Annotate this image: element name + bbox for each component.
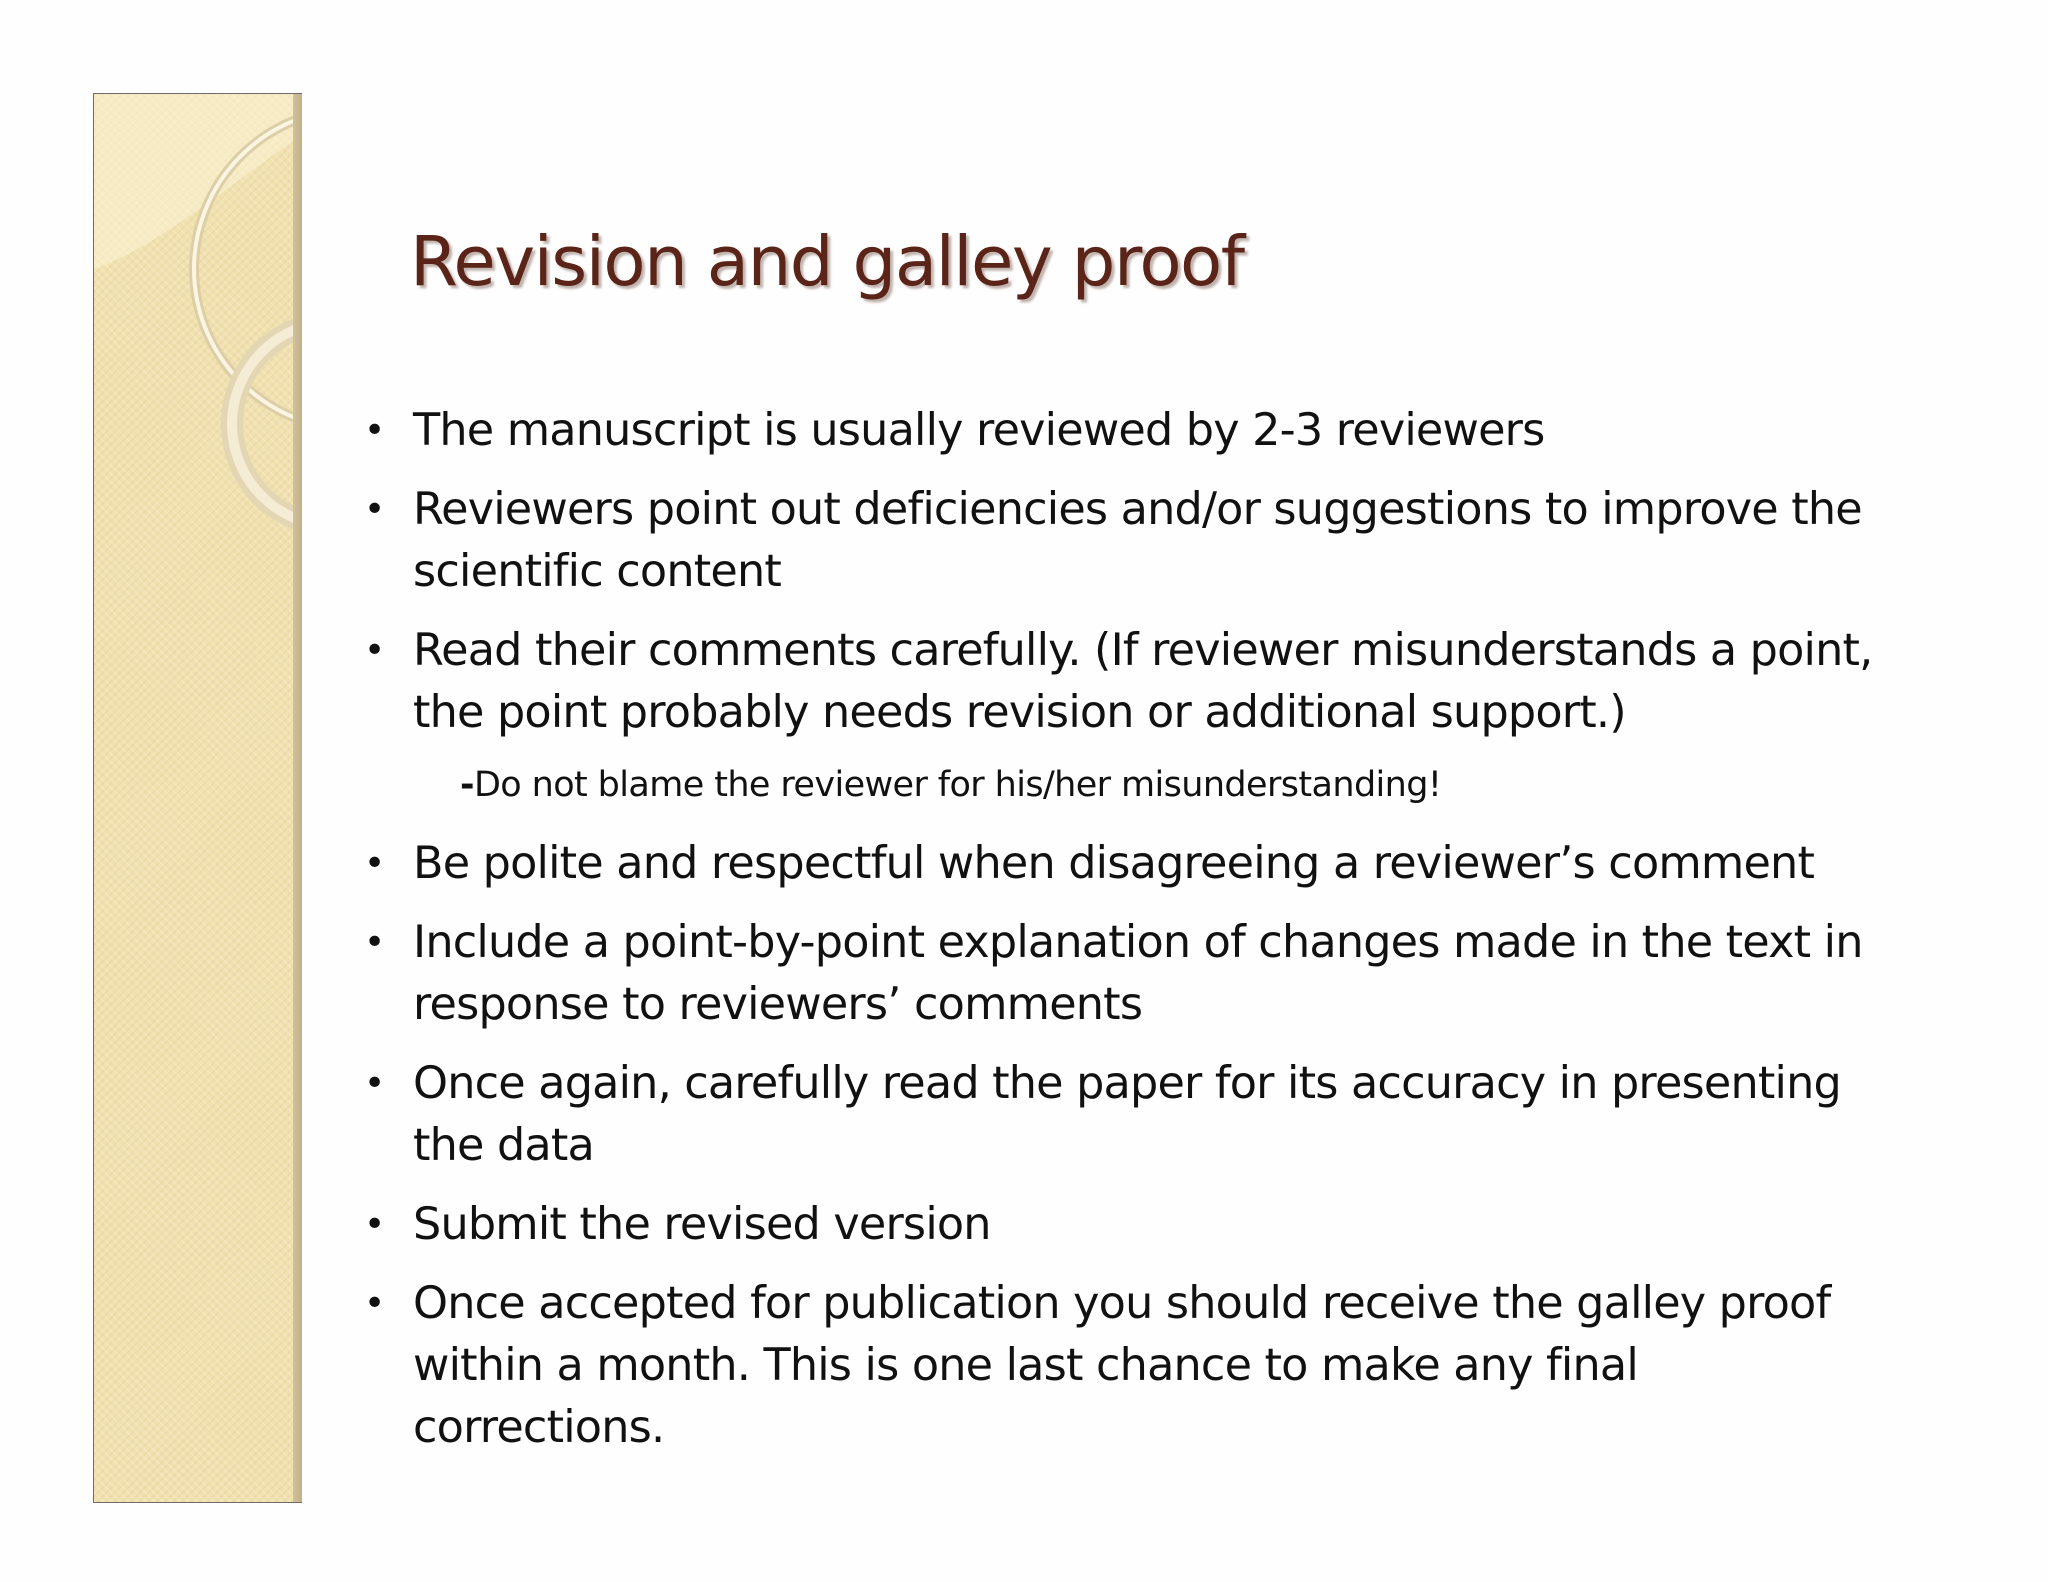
bullet-text: Reviewers point out deficiencies and/or suggestions to improve the scientific content [413,484,1862,597]
bullet-dot-icon: • [364,1204,385,1245]
bullet-text: Once again, carefully read the paper for its accuracy in presenting the data [413,1058,1841,1171]
sub-note [360,759,1880,811]
bullet-text: Submit the revised version [413,1199,991,1250]
bullet-dot-icon: • [364,489,385,530]
bullet-item [360,1194,1880,1256]
sub-note-text: Do not blame the reviewer for his/her misunderstanding! [473,765,1442,805]
bullet-item [360,1053,1880,1177]
side-band-edge [293,94,302,1502]
bullet-dot-icon: • [364,410,385,451]
bullet-dot-icon: • [364,1063,385,1104]
bullet-text: Include a point-by-point explanation of changes made in the text in response to reviewers’ comments [413,917,1863,1030]
bullet-dot-icon: • [364,922,385,963]
bullet-item [360,400,1880,462]
bullet-text: Read their comments carefully. (If reviewer misunderstands a point, the point probably needs revision or additional support.) [413,625,1873,738]
bullet-text: Be polite and respectful when disagreeing a reviewer’s comment [413,838,1815,889]
slide-title: Revision and galley proof [410,222,1244,302]
bullet-dot-icon: • [364,843,385,884]
bullet-item [360,1273,1880,1459]
decorative-circles [94,94,302,1503]
bullet-dot-icon: • [364,630,385,671]
bullet-dot-icon: • [364,1283,385,1324]
sub-note-dash: - [460,765,474,805]
bullet-text: Once accepted for publication you should receive the galley proof within a month. This is one last chance to make any final corrections. [413,1278,1831,1453]
bullet-text: The manuscript is usually reviewed by 2-3 reviewers [413,405,1545,456]
bullet-list [360,400,1880,1476]
decorative-side-band [93,93,302,1503]
bullet-item [360,912,1880,1036]
bullet-item [360,479,1880,603]
bullet-item [360,833,1880,895]
bullet-item [360,620,1880,744]
